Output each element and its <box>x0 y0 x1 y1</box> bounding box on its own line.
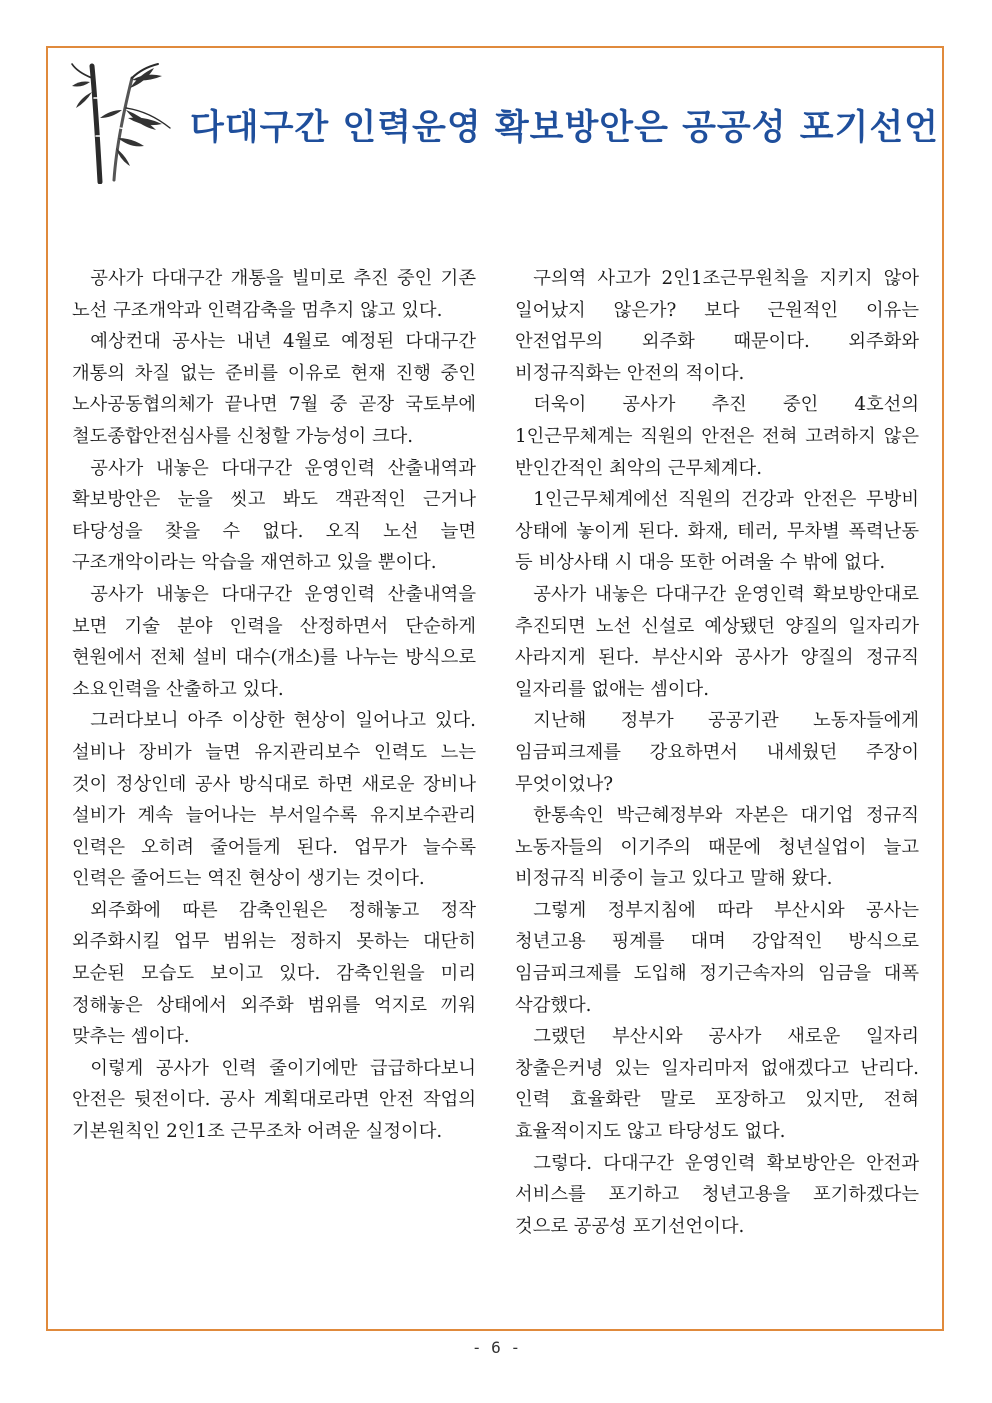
paragraph: 구의역 사고가 2인1조근무원칙을 지키지 않아 일어났지 않은가? 보다 근원적인 이유는 안전업무의 외주화 때문이다. 외주화와 비정규직화는 안전의 적이다. <box>515 268 919 384</box>
paragraph: 지난해 정부가 공공기관 노동자들에게 임금피크제를 강요하면서 내세웠던 주장이 무엇이었나? <box>515 710 919 795</box>
paragraph: 그랬던 부산시와 공사가 새로운 일자리 창출은커녕 있는 일자리마저 없애겠다고 난리다. 인력 효율화란 말로 포장하고 있지만, 전혀 효율적이지도 않고 타당성도 없다. <box>515 1026 919 1143</box>
paragraph: 그렇다. 다대구간 운영인력 확보방안은 안전과 서비스를 포기하고 청년고용을 포기하겠다는 것으로 공공성 포기선언이다. <box>515 1152 919 1237</box>
paragraph: 예상컨대 공사는 내년 4월로 예정된 다대구간 개통의 차질 없는 준비를 이유로 현재 진행 중인 노사공동협의체가 끝나면 7월 중 곧장 국토부에 철도종합안전심사를 신청할 가능성이 크다. <box>72 331 476 447</box>
paragraph: 그러다보니 아주 이상한 현상이 일어나고 있다. 설비나 장비가 늘면 유지관리보수 인력도 느는 것이 정상인데 공사 방식대로 하면 새로운 장비나 설비가 계속 늘어나는 부서일수록 유지보수관리 인력은 오히려 줄어들게 된다. 업무가 늘수록 인력은 줄어드는 역진 현상이 생기는 것이다. <box>72 710 476 890</box>
bamboo-icon <box>70 58 182 184</box>
paragraph: 이렇게 공사가 인력 줄이기에만 급급하다보니 안전은 뒷전이다. 공사 계획대로라면 안전 작업의 기본원칙인 2인1조 근무조차 어려운 실정이다. <box>72 1057 476 1143</box>
article-title: 다대구간 인력운영 확보방안은 공공성 포기선언 <box>190 108 939 148</box>
paragraph: 그렇게 정부지침에 따라 부산시와 공사는 청년고용 핑계를 대며 강압적인 방식으로 임금피크제를 도입해 정기근속자의 임금을 대폭 삭감했다. <box>515 899 919 1016</box>
paragraph: 공사가 내놓은 다대구간 운영인력 산출내역을 보면 기술 분야 인력을 산정하면서 단순하게 현원에서 전체 설비 대수(개소)를 나누는 방식으로 소요인력을 산출하고 있다. <box>72 583 476 700</box>
paragraph: 한통속인 박근혜정부와 자본은 대기업 정규직 노동자들의 이기주의 때문에 청년실업이 늘고 비정규직 비중이 늘고 있다고 말해 왔다. <box>515 805 919 890</box>
page-number: - 6 - <box>471 1338 521 1357</box>
paragraph: 공사가 다대구간 개통을 빌미로 추진 중인 기존 노선 구조개악과 인력감축을 멈추지 않고 있다. <box>72 268 476 321</box>
paragraph: 1인근무체계에선 직원의 건강과 안전은 무방비 상태에 놓이게 된다. 화재, 테러, 무차별 폭력난동 등 비상사태 시 대응 또한 어려울 수 밖에 없다. <box>515 489 919 574</box>
paragraph: 더욱이 공사가 추진 중인 4호선의 1인근무체계는 직원의 안전은 전혀 고려하지 않은 반인간적인 최악의 근무체계다. <box>515 394 919 479</box>
paragraph: 공사가 내놓은 다대구간 운영인력 산출내역과 확보방안은 눈을 씻고 봐도 객관적인 근거나 타당성을 찾을 수 없다. 오직 노선 늘면 구조개악이라는 악습을 재연하고 있을 뿐이다. <box>72 457 476 574</box>
paragraph: 공사가 내놓은 다대구간 운영인력 확보방안대로 추진되면 노선 신설로 예상됐던 양질의 일자리가 사라지게 된다. 부산시와 공사가 양질의 정규직 일자리를 없애는 셈이다. <box>515 583 919 700</box>
right-column <box>515 263 919 1242</box>
left-column <box>72 263 476 1148</box>
paragraph: 외주화에 따른 감축인원은 정해놓고 정작 외주화시킬 업무 범위는 정하지 못하는 대단히 모순된 모습도 보이고 있다. 감축인원을 미리 정해놓은 상태에서 외주화 범위를 억지로 끼워 맞추는 셈이다. <box>72 899 476 1048</box>
